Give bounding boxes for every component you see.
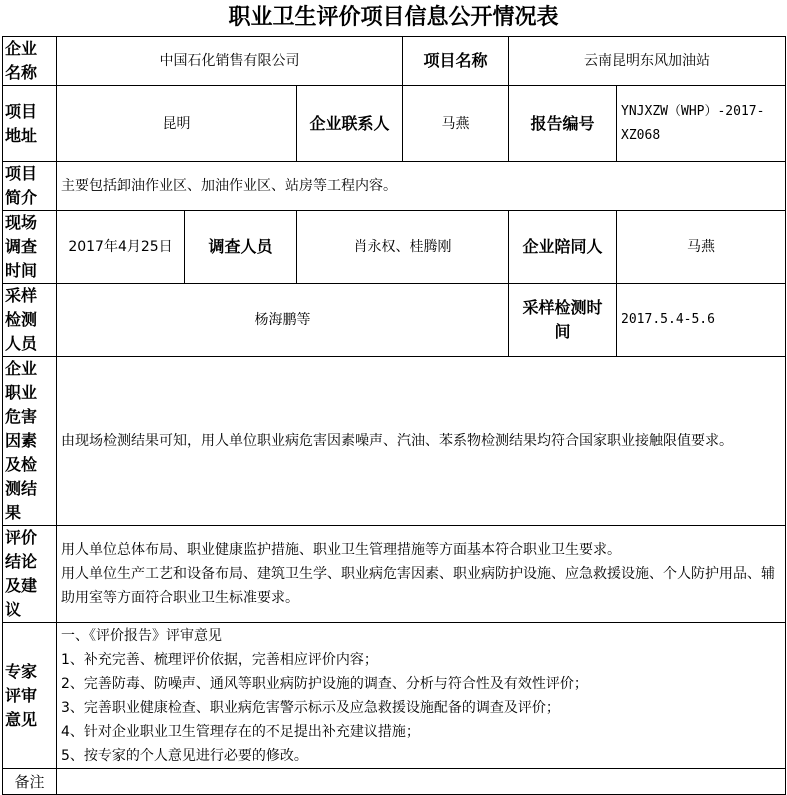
conclusion-line: 用人单位生产工艺和设备布局、建筑卫生学、职业病危害因素、职业病防护设施、应急救援设施、个人防护用品、辅助用室等方面符合职业卫生标准要求。 bbox=[61, 566, 775, 606]
row-conclusion bbox=[3, 526, 786, 623]
intro-value: 主要包括卸油作业区、加油作业区、站房等工程内容。 bbox=[57, 162, 786, 211]
report-number-label: 报告编号 bbox=[509, 86, 617, 162]
intro-label: 项目 简介 bbox=[3, 162, 57, 211]
survey-time-label: 现场 调查 时间 bbox=[3, 211, 57, 284]
row-hazards bbox=[3, 357, 786, 526]
contact-label: 企业联系人 bbox=[297, 86, 403, 162]
sampling-time-value: 2017.5.4-5.6 bbox=[617, 284, 786, 357]
survey-date-value: 2017年4月25日 bbox=[57, 211, 185, 284]
project-name-value: 云南昆明东风加油站 bbox=[509, 37, 786, 86]
row-expert bbox=[3, 623, 786, 769]
address-value: 昆明 bbox=[57, 86, 297, 162]
expert-line: 1、补充完善、梳理评价依据，完善相应评价内容； bbox=[61, 651, 378, 668]
expert-line: 5、按专家的个人意见进行必要的修改。 bbox=[61, 747, 308, 764]
survey-staff-label: 调查人员 bbox=[185, 211, 297, 284]
remarks-value bbox=[57, 769, 786, 795]
row-survey bbox=[3, 211, 786, 284]
row-company bbox=[3, 37, 786, 86]
hazards-label: 企业 职业 危害 因素 及检 测结 果 bbox=[3, 357, 57, 526]
row-intro bbox=[3, 162, 786, 211]
company-value: 中国石化销售有限公司 bbox=[57, 37, 403, 86]
expert-line: 4、针对企业职业卫生管理存在的不足提出补充建议措施； bbox=[61, 723, 420, 740]
conclusion-line: 用人单位总体布局、职业健康监护措施、职业卫生管理措施等方面基本符合职业卫生要求。 bbox=[61, 542, 621, 558]
row-remarks bbox=[3, 769, 786, 795]
info-table bbox=[2, 36, 786, 795]
address-label: 项目 地址 bbox=[3, 86, 57, 162]
row-address bbox=[3, 86, 786, 162]
sampling-staff-label: 采样 检测 人员 bbox=[3, 284, 57, 357]
contact-value: 马燕 bbox=[403, 86, 509, 162]
sampling-time-label: 采样检测时间 bbox=[509, 284, 617, 357]
survey-staff-value: 肖永权、桂腾刚 bbox=[297, 211, 509, 284]
conclusion-label: 评价 结论 及建 议 bbox=[3, 526, 57, 623]
company-label: 企业 名称 bbox=[3, 37, 57, 86]
conclusion-value bbox=[57, 526, 786, 623]
project-name-label: 项目名称 bbox=[403, 37, 509, 86]
escort-value: 马燕 bbox=[617, 211, 786, 284]
remarks-label: 备注 bbox=[3, 769, 57, 795]
escort-label: 企业陪同人 bbox=[509, 211, 617, 284]
report-number-value: YNJXZW（WHP）-2017-XZ068 bbox=[617, 86, 786, 162]
sampling-staff-value: 杨海鹏等 bbox=[57, 284, 509, 357]
page-title: 职业卫生评价项目信息公开情况表 bbox=[228, 5, 559, 30]
expert-opinion-label: 专家 评审 意见 bbox=[3, 623, 57, 769]
expert-line: 3、完善职业健康检查、职业病危害警示标示及应急救援设施配备的调查及评价； bbox=[61, 699, 560, 716]
expert-opinion-value bbox=[57, 623, 786, 769]
row-sampling bbox=[3, 284, 786, 357]
expert-line: 2、完善防毒、防噪声、通风等职业病防护设施的调查、分析与符合性及有效性评价； bbox=[61, 675, 588, 692]
expert-line: 一、《评价报告》评审意见 bbox=[61, 627, 222, 644]
hazards-value: 由现场检测结果可知，用人单位职业病危害因素噪声、汽油、苯系物检测结果均符合国家职业接触限值要求。 bbox=[57, 357, 786, 526]
